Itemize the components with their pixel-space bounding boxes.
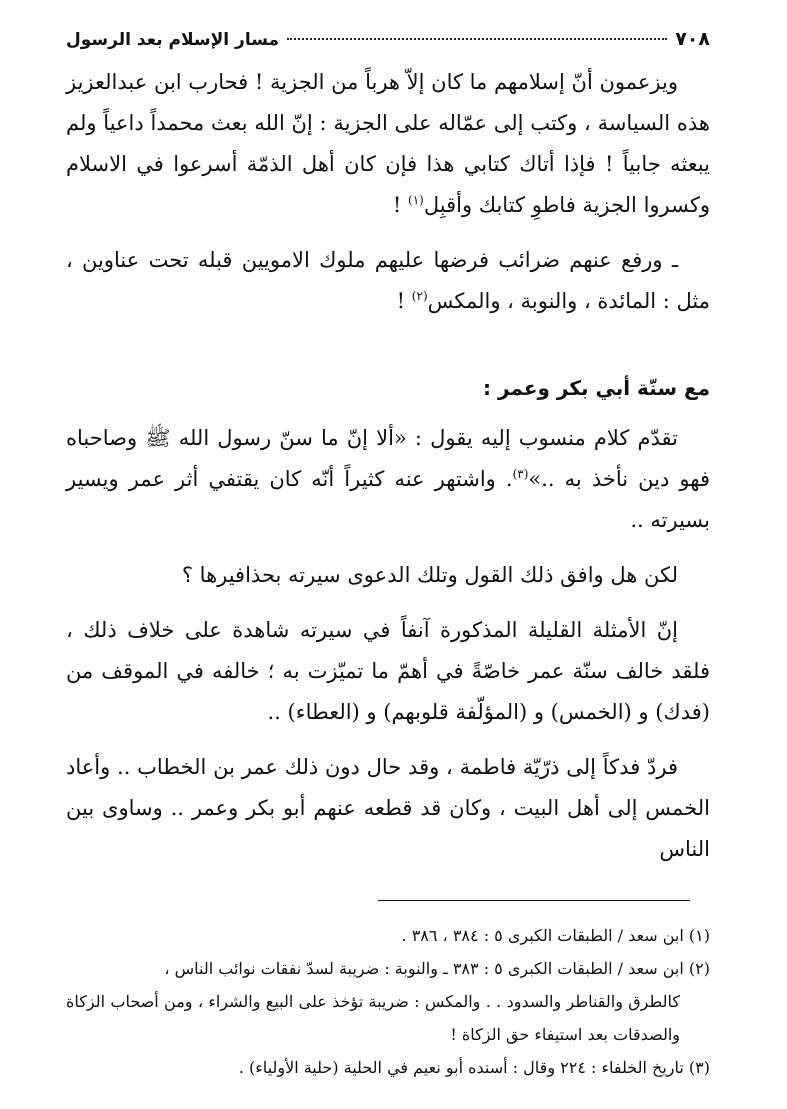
text-line: الخمس إلى أهل البيت ، وكان قد قطعه عنهم أبو بكر وعمر .. وساوى بين الناس — [66, 796, 710, 861]
section-heading: مع سنّة أبي بكر وعمر : — [483, 376, 710, 400]
text-line: إنّ الأمثلة القليلة المذكورة آنفاً في سيرته شاهدة على خلاف ذلك ، فلقد — [66, 618, 710, 683]
footnote-divider — [378, 900, 690, 901]
paragraph — [66, 747, 710, 870]
book-page — [66, 28, 710, 1084]
text-line: فردّ فدكاً إلى ذرّيّة فاطمة ، وقد حال دون ذلك عمر بن الخطاب .. وأعاد — [66, 755, 678, 779]
text-line: مثل : المائدة ، والنوبة ، والمكس — [427, 289, 710, 313]
body-text — [66, 62, 710, 870]
text-line: فهو دين نأخذ به ..» — [528, 467, 710, 491]
paragraph: لكن هل وافق ذلك القول وتلك الدعوى سيرته بحذافيرها ؟ — [181, 563, 678, 587]
footnote-marker[interactable]: (٢) — [411, 289, 428, 303]
footnote-line: (٢) ابن سعد / الطبقات الكبرى ٥ : ٣٨٣ ـ والنوبة : ضريبة لسدّ نفقات نوائب الناس ، — [164, 959, 710, 978]
text-line: بسيرته .. — [630, 508, 710, 532]
text-line: السياسة ، وكتب إلى عمّاله على الجزية : إنّ الله بعث محمداً داعياً ولم يبعثه جابياً ! — [66, 111, 710, 176]
footnote-2 — [66, 952, 710, 985]
paragraph — [66, 610, 710, 733]
text-line: تقدّم كلام منسوب إليه يقول : «ألا إنّ ما سنّ رسول الله ﷺ وصاحباه — [66, 426, 678, 450]
footnote-1: (١) ابن سعد / الطبقات الكبرى ٥ : ٣٨٤ ، ٣٨٦ . — [401, 926, 710, 945]
footnote-line: الزكاة والصدقات بعد استيفاء حق الزكاة ! — [66, 992, 680, 1044]
footnote-line: كالطرق والقناطر والسدود . . والمكس : ضريبة تؤخذ على البيع والشراء ، ومن أصحاب — [110, 992, 680, 1011]
text-line: ويزعمون أنّ إسلامهم ما كان إلاّ هرباً من الجزية ! فحارب ابن عبدالعزيز هذه — [66, 70, 710, 135]
footnote-marker[interactable]: (١) — [408, 193, 424, 207]
text-line: . واشتهر عنه كثيراً أنّه كان يقتفي أثر عمر ويسير — [66, 467, 513, 491]
text-line: ـ ورفع عنهم ضرائب فرضها عليهم ملوك الامويين قبله تحت عناوين ، — [66, 248, 678, 272]
text-line: خالف سنّة عمر خاصّةً في أهمّ ما تميّزت به ؛ خالفه في الموقف من (فدك) و — [66, 659, 710, 724]
footnote-3: (٣) تاريخ الخلفاء : ٢٢٤ وقال : أسنده أبو نعيم في الحلية (حلية الأولياء) . — [238, 1058, 710, 1077]
text-line: فإذا أتاك كتابي هذا فإن كان أهل الذمّة أسرعوا في الاسلام وكسروا الجزية فاطوِ — [66, 152, 710, 217]
text-line: ! — [392, 193, 408, 217]
footnote-2-continuation — [66, 985, 710, 1051]
paragraph — [66, 240, 710, 322]
text-line: كتابك وأقبِل — [423, 193, 526, 217]
text-line: ! — [396, 289, 412, 313]
running-header — [66, 28, 710, 58]
page-number: ٧٠٨ — [675, 28, 710, 50]
running-title: مسار الإسلام بعد الرسول — [66, 30, 280, 50]
footnotes — [66, 919, 710, 1084]
text-line: (الخمس) و (المؤلّفة قلوبهم) و (العطاء) .. — [267, 700, 632, 724]
paragraph — [66, 62, 710, 226]
footnote-marker[interactable]: (٣) — [512, 467, 529, 481]
paragraph — [66, 418, 710, 541]
header-dotted-leader — [287, 38, 667, 40]
